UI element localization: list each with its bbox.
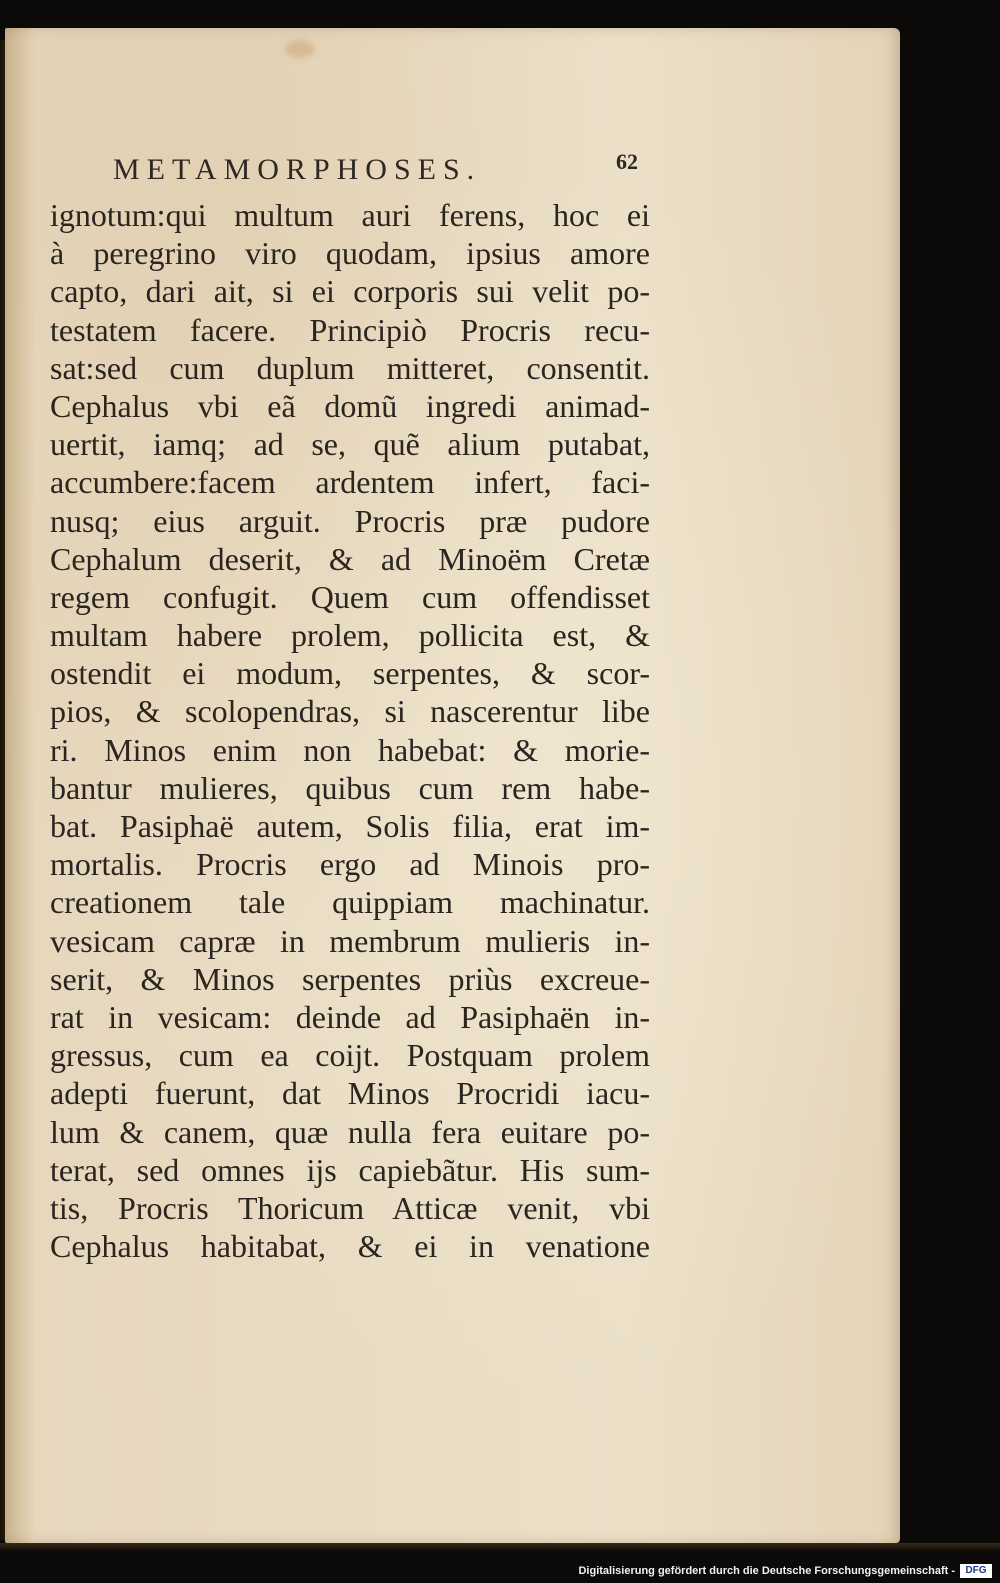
text-line: multam habere prolem, pollicita est, & [50, 617, 650, 654]
text-line: Cephalum deserit, & ad Minoëm Cretæ [50, 540, 650, 577]
book-page [5, 28, 900, 1543]
text-line: ostendit ei modum, serpentes, & scor- [50, 655, 650, 692]
text-line: uertit, iamq; ad se, quẽ alium putabat, [50, 426, 650, 463]
body-text [50, 196, 650, 1265]
text-line: tis, Procris Thoricum Atticæ venit, vbi [50, 1189, 650, 1226]
text-line: nusq; eius arguit. Procris præ pudore [50, 502, 650, 539]
text-line: pios, & scolopendras, si nascerentur libe [50, 693, 650, 730]
text-line: accumbere:facem ardentem infert, faci- [50, 464, 650, 501]
text-line: ignotum:qui multum auri ferens, hoc ei [50, 197, 650, 233]
text-line: ri. Minos enim non habebat: & morie- [50, 731, 650, 768]
funding-credit: Digitalisierung gefördert durch die Deutsche Forschungsgemeinschaft - [578, 1565, 955, 1577]
text-line: bat. Pasiphaë autem, Solis filia, erat im- [50, 808, 650, 844]
text-line: serit, & Minos serpentes priùs excreue- [50, 960, 650, 997]
text-line: vesicam capræ in membrum mulieris in- [50, 922, 650, 959]
running-title: METAMORPHOSES. [113, 153, 482, 186]
text-line: regem confugit. Quem cum offendisset [50, 578, 650, 615]
page-header [113, 149, 638, 193]
dfg-logo-icon: DFG [960, 1564, 992, 1578]
text-line: à peregrino viro quodam, ipsius amore [50, 235, 650, 272]
page-bottom-edge [0, 1543, 1000, 1551]
text-line: Cephalus habitabat, & ei in venatione [50, 1228, 650, 1265]
text-line: bantur mulieres, quibus cum rem habe- [50, 769, 650, 806]
text-line: capto, dari ait, si ei corporis sui velit po- [50, 273, 650, 310]
digitization-footer [0, 1551, 1000, 1583]
page-number: 62 [616, 149, 638, 174]
text-line: gressus, cum ea coijt. Postquam prolem [50, 1037, 650, 1074]
text-line: testatem facere. Principiò Procris recu- [50, 311, 650, 348]
paper-stain [285, 40, 315, 58]
text-line: creationem tale quippiam machinatur. [50, 884, 650, 921]
text-line: mortalis. Procris ergo ad Minois pro- [50, 846, 650, 883]
text-line: adepti fuerunt, dat Minos Procridi iacu- [50, 1075, 650, 1112]
text-line: terat, sed omnes ijs capiebãtur. His sum- [50, 1151, 650, 1188]
text-line: rat in vesicam: deinde ad Pasiphaën in- [50, 998, 650, 1035]
text-line: sat:sed cum duplum mitteret, consentit. [50, 349, 650, 386]
text-line: Cephalus vbi eã domũ ingredi animad- [50, 387, 650, 424]
text-line: lum & canem, quæ nulla fera euitare po- [50, 1113, 650, 1150]
